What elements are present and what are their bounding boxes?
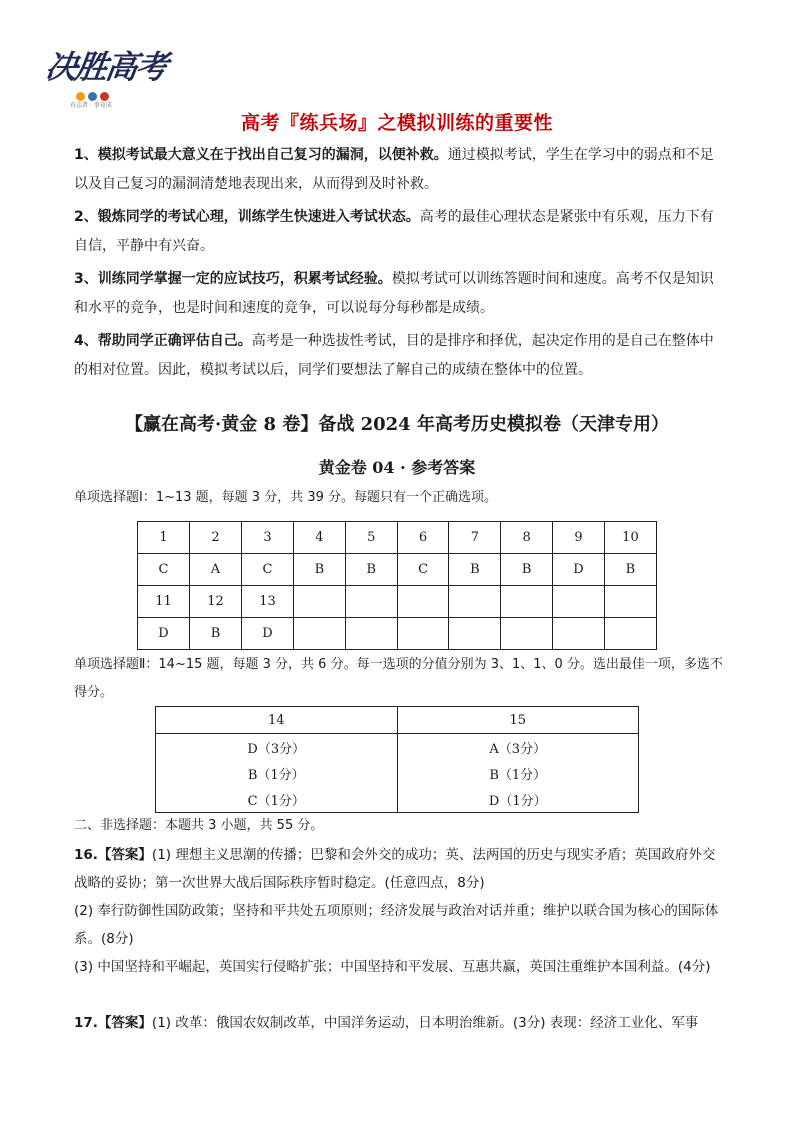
table-cell: B <box>449 554 501 586</box>
answer-text: (3) 中国坚持和平崛起，英国实行侵略扩张；中国坚持和平发展、互惠共赢，英国注重维护本国利益。(4分) <box>74 959 711 975</box>
table-cell <box>449 618 501 650</box>
table-cell: 3 <box>242 522 294 554</box>
answer-label: 16.【答案】 <box>74 847 152 863</box>
table-cell: 13 <box>242 586 294 618</box>
table-row <box>138 522 657 554</box>
table-cell: B（1分） <box>397 760 639 786</box>
table-cell: 7 <box>449 522 501 554</box>
answer-16-part2 <box>74 897 726 953</box>
table-cell: B <box>190 618 242 650</box>
sub-title: 黄金卷 04 · 参考答案 <box>318 458 476 477</box>
logo-slogan: 有志者 · 事竟成 <box>70 102 112 109</box>
table-cell: D <box>553 554 605 586</box>
table-row <box>156 707 639 734</box>
table-header-cell: 14 <box>156 707 398 734</box>
table-cell <box>553 586 605 618</box>
table-cell: B（1分） <box>156 760 398 786</box>
answer-label: 17.【答案】 <box>74 1015 152 1031</box>
table-cell: D <box>242 618 294 650</box>
point-2 <box>74 203 726 261</box>
section1-note: 单项选择题Ⅰ：1~13 题，每题 3 分，共 39 分。每题只有一个正确选项。 <box>74 490 498 505</box>
table-cell: 2 <box>190 522 242 554</box>
answer-text: (1) 理想主义思潮的传播；巴黎和会外交的成功；英、法两国的历史与现实矛盾；英国政府外交战略的妥协；第一次世界大战后国际秩序暂时稳定。(任意四点，8分) <box>74 847 716 891</box>
table-cell <box>604 586 656 618</box>
table-row <box>138 554 657 586</box>
answer-17-part1 <box>74 1009 726 1037</box>
table-cell: 5 <box>345 522 397 554</box>
table-cell: D（1分） <box>397 786 639 813</box>
table-cell: 12 <box>190 586 242 618</box>
point-4-text: 高考是一种选拔性考试，目的是排序和择优，起决定作用的是自己在整体中的相对位置。因此，模拟考试以后，同学们要想法了解自己的成绩在整体中的位置。 <box>74 333 714 378</box>
table-cell: 4 <box>294 522 346 554</box>
table-cell: D <box>138 618 190 650</box>
section2-note: 单项选择题Ⅱ：14~15 题，每题 3 分，共 6 分。每一选项的分值分别为 3、1、1、0 分。选出最佳一项，多选不得分。 <box>74 657 723 700</box>
answer-text: (2) 奉行防御性国防政策；坚持和平共处五项原则；经济发展与政治对话并重；维护以联合国为核心的国际体系。(8分) <box>74 903 719 947</box>
table-cell <box>397 618 449 650</box>
table-row <box>138 586 657 618</box>
table-cell: 8 <box>501 522 553 554</box>
logo <box>43 42 169 109</box>
table-header-cell: 15 <box>397 707 639 734</box>
table-cell: 1 <box>138 522 190 554</box>
exam-title: 【赢在高考·黄金 8 卷】备战 2024 年高考历史模拟卷（天津专用） <box>125 414 669 435</box>
table-cell: B <box>501 554 553 586</box>
table-cell: 10 <box>604 522 656 554</box>
answer-16-part3 <box>74 953 726 981</box>
table-cell: C <box>242 554 294 586</box>
answer-table-1 <box>137 521 657 650</box>
answer-table-2 <box>155 706 639 813</box>
point-4-bold: 4、帮助同学正确评估自己。 <box>74 333 252 349</box>
table-cell <box>604 618 656 650</box>
table-cell: 6 <box>397 522 449 554</box>
table-cell: D（3分） <box>156 734 398 761</box>
table-row <box>138 618 657 650</box>
table-cell: A（3分） <box>397 734 639 761</box>
table-cell <box>294 618 346 650</box>
table-cell: B <box>604 554 656 586</box>
point-3 <box>74 265 726 323</box>
table-cell: B <box>294 554 346 586</box>
table-cell <box>294 586 346 618</box>
logo-text: 决胜高考 <box>43 48 169 86</box>
table-cell: 11 <box>138 586 190 618</box>
table-row <box>156 734 639 761</box>
table-cell: 9 <box>553 522 605 554</box>
table-cell <box>345 586 397 618</box>
table-cell: C（1分） <box>156 786 398 813</box>
table-row <box>156 760 639 786</box>
table-cell <box>553 618 605 650</box>
point-1 <box>74 141 726 199</box>
main-title: 高考『练兵场』之模拟训练的重要性 <box>240 112 553 134</box>
table-cell <box>397 586 449 618</box>
point-2-text: 高考的最佳心理状态是紧张中有乐观，压力下有自信，平静中有兴奋。 <box>74 209 714 254</box>
table-cell <box>501 586 553 618</box>
answer-16-part1 <box>74 841 726 897</box>
table-cell <box>449 586 501 618</box>
table-cell: A <box>190 554 242 586</box>
point-3-bold: 3、训练同学掌握一定的应试技巧，积累考试经验。 <box>74 271 392 287</box>
point-2-bold: 2、锻炼同学的考试心理，训练学生快速进入考试状态。 <box>74 209 420 225</box>
point-1-bold: 1、模拟考试最大意义在于找出自己复习的漏洞，以便补救。 <box>74 147 448 163</box>
answer-text: (1) 改革：俄国农奴制改革，中国洋务运动，日本明治维新。(3分) 表现：经济工业化、军事 <box>151 1015 699 1031</box>
point-4 <box>74 327 726 385</box>
table-cell: C <box>397 554 449 586</box>
point-3-text: 模拟考试可以训练答题时间和速度。高考不仅是知识和水平的竞争，也是时间和速度的竞争，可以说每分每秒都是成绩。 <box>74 271 714 316</box>
table-cell: C <box>138 554 190 586</box>
table-cell <box>501 618 553 650</box>
table-cell <box>345 618 397 650</box>
point-1-text: 通过模拟考试，学生在学习中的弱点和不足以及自己复习的漏洞清楚地表现出来，从而得到及时补救。 <box>74 147 714 192</box>
logo-decoration <box>76 86 152 98</box>
table-cell: B <box>345 554 397 586</box>
section3-note: 二、非选择题：本题共 3 小题，共 55 分。 <box>74 818 324 833</box>
table-row <box>156 786 639 813</box>
